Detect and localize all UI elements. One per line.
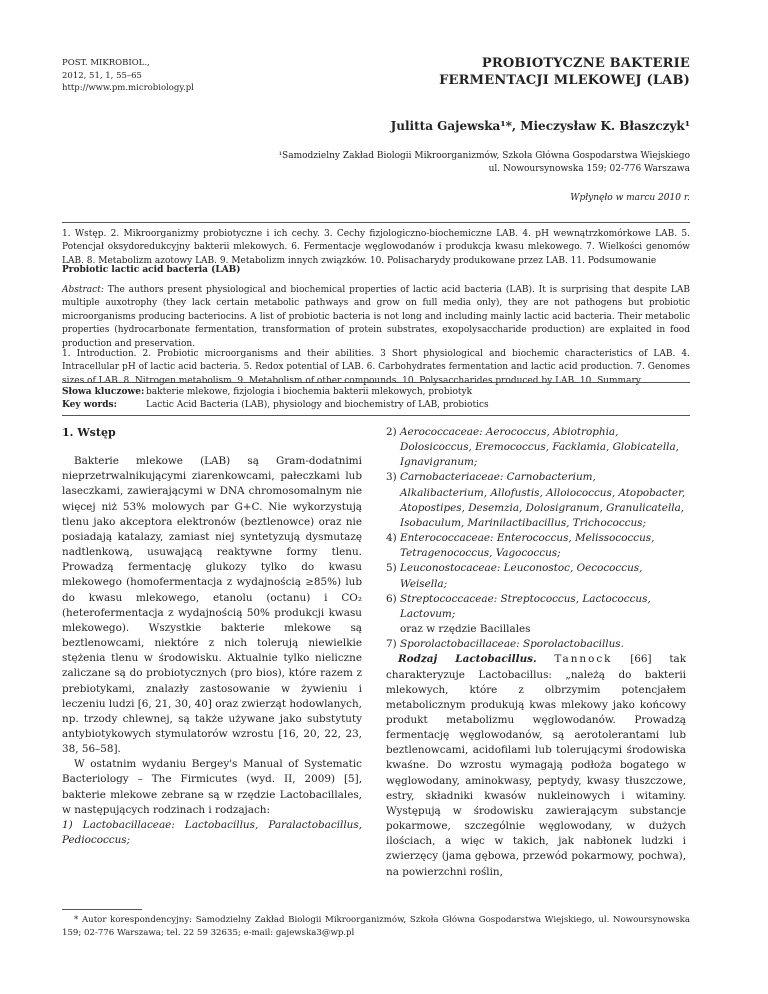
received-date: Wpłynęło w marcu 2010 r.	[570, 193, 690, 203]
keywords-english	[62, 399, 690, 412]
left-column	[62, 425, 362, 848]
keywords-polish-text: bakterie mlekowe, fizjologia i biochemia bakterii mlekowych, probiotyk	[146, 387, 473, 397]
family-item-7: 7) Sporolactobacillaceae: Sporolactobacillus.	[386, 638, 624, 651]
toc-english: 1. Introduction. 2. Probiotic microorganisms and their abilities. 3 Short physiological and biochemic characteristics of LAB. 4. Intracellular pH of lactic acid bacteria. 5. Redox potential of LAB. 6. Carbohydrates fermentation and lactic acid production. 7. Genomes sizes of LAB. 8. Nitrogen metabolism. 9. Metabolism of other compounds. 10. Polysaccharides produced by LAB. 10. Summary	[62, 349, 690, 386]
divider-keywords-top	[62, 382, 690, 383]
footnote-divider	[62, 909, 142, 910]
keywords-polish-label: Słowa kluczowe:	[62, 387, 145, 397]
affiliation-line-1: ¹Samodzielny Zakład Biologii Mikroorganizmów, Szkoła Główna Gospodarstwa Wiejskiego	[278, 151, 690, 161]
keywords-english-text: Lactic Acid Bacteria (LAB), physiology and biochemistry of LAB, probiotics	[146, 400, 489, 411]
right-column	[386, 425, 686, 880]
family-item-6: 6) Streptococcaceae: Streptococcus, Lactococcus, Lactovum;	[386, 592, 651, 620]
journal-name: POST. MIKROBIOL.,	[62, 58, 150, 68]
section-heading: 1. Wstęp	[62, 426, 116, 439]
keywords-english-label: Key words:	[62, 400, 117, 411]
title-line-2: FERMENTACJI MLEKOWEJ (LAB)	[439, 73, 690, 88]
family-item-4: 4) Enterococcaceae: Enterococcus, Melissococcus, Tetragenococcus, Vagococcus;	[386, 532, 655, 560]
family-item-5: 5) Leuconostocaceae: Leuconostoc, Oecococcus, Weisella;	[386, 562, 643, 590]
divider-top	[62, 222, 690, 223]
cited-author: Tannock	[554, 653, 613, 666]
lactobacillus-paragraph	[386, 652, 686, 879]
keywords-polish	[62, 386, 690, 399]
family-item-2: 2) Aerococcaceae: Aerococcus, Abiotrophia, Dolosicoccus, Eremococcus, Facklamia, Globicatella, Ignavigranum;	[386, 426, 679, 469]
lactobacillus-lead: Rodzaj Lactobacillus.	[398, 653, 537, 666]
affiliation	[278, 150, 690, 176]
article-title	[439, 55, 690, 89]
intro-paragraph-1: Bakterie mlekowe (LAB) są Gram-dodatnimi nieprzetrwalnikującymi ziarenkowcami, pałeczkami lub laseczkami, zawierającymi w DNA chromosomalnym nie więcej niż 53% molowych par G+C. Nie wykorzystują tlenu jako akceptora elektronów (beztlenowce) oraz nie posiadają katalazy, zamiast niej syntetyzują dysmutazę nadtlenkową, usuwającą reaktywne formy tlenu. Prowadzą fermentację glukozy tylko do kwasu mlekowego (homofermentacja z wydajnością ≥85%) lub do kwasu mlekowego, etanolu (octanu) i CO₂ (heterofermentacja z wydajnością 50% produkcji kwasu mlekowego). Wszystkie bakterie mlekowe są beztlenowcami, niektóre z nich tolerują niewielkie stężenia tlenu w środowisku. Aktualnie tylko nieliczne zaliczane są do probiotycznych (pro bios), które razem z prebiotykami, znalazły zastosowanie w żywieniu i leczeniu ludzi [6, 21, 30, 40] oraz zwierząt hodowlanych, np. trzody chlewnej, są także używane jako substytuty antybiotykowych stymulatorów wzrostu [16, 20, 22, 23, 38, 56–58].	[62, 455, 362, 756]
authors: Julitta Gajewska¹*, Mieczysław K. Błaszczyk¹	[390, 119, 690, 133]
abstract-text: The authors present physiological and biochemical properties of lactic acid bacteria (LAB). It is surprising that despite LAB multiple auxotrophy (they lack certain metabolic pathways and grow on full media only), they are not pathogens but probiotic microorganisms producing bacteriocins. A list of probiotic bacteria is not long and including mainly lactic acid bacteria. Their metabolic properties (hydrocarbonate fermentation, transformation of protein substrates, exopolysaccharide production) are explaited in food production and preservation.	[62, 285, 690, 349]
family-item-3: 3) Carnobacteriaceae: Carnobacterium, Alkalibacterium, Allofustis, Alloiococcus, Atopobacter, Atopostipes, Desemzia, Dolosigranum, Granulicatella, Isobaculum, Marinilactibacillus, Trichococcus;	[386, 471, 686, 529]
toc-polish: 1. Wstęp. 2. Mikroorganizmy probiotyczne i ich cechy. 3. Cechy fizjologiczno-biochemiczne LAB. 4. pH wewnątrzkomórkowe LAB. 5. Potencjał oksydoredukcyjny bakterii mlekowych. 6. Fermentacje węglowodanów i produkcja kwasu mlekowego. 7. Wielkości genomów LAB. 8. Metabolizm azotowy LAB. 9. Metabolizm innych związków. 10. Polisacharydy produkowane przez LAB. 11. Podsumowanie	[62, 229, 690, 266]
english-title: Probiotic lactic acid bacteria (LAB)	[62, 265, 241, 275]
order-line: oraz w rzędzie Bacillales	[400, 623, 531, 636]
keywords-block	[62, 386, 690, 413]
family-item-1: 1) Lactobacillaceae: Lactobacillus, Paralactobacillus, Pediococcus;	[62, 818, 362, 847]
abstract	[62, 284, 690, 351]
footnote: * Autor korespondencyjny: Samodzielny Zakład Biologii Mikroorganizmów, Szkoła Główna Gospodarstwa Wiejskiego, ul. Nowoursynowska 159; 02-776 Warszawa; tel. 22 59 32635; e-mail: gajewska3@wp.pl	[62, 915, 690, 938]
intro-paragraph-2: W ostatnim wydaniu Bergey's Manual of Systematic Bacteriology – The Firmicutes (wyd. II, 2009) [5], bakterie mlekowe zebrane są w rzędzie Lactobacillales, w następujących rodzinach i rodzajach:	[62, 758, 362, 816]
abstract-label: Abstract:	[62, 285, 104, 295]
lactobacillus-text: [66] tak charakteryzuje Lactobacillus: „należą do bakterii mlekowych, które z olbrzymim potencjałem metabolicznym produkują kwas mlekowy jako końcowy produkt metabolizmu węglowodanów. Prowadzą fermentację węglowodanów, są aerotolerantami lub beztlenowcami, acidofilami lub tolerującymi środowiska kwaśne. Do wzrostu wymagają podłoża bogatego w węglowodany, aminokwasy, peptydy, kwasy tłuszczowe, estry, składniki kwasów nukleinowych i witaminy. Występują w środowisku zawierającym substancje pokarmowe, szczególnie węglowodany, w dużych ilościach, a więc w takich, jak nabłonek ludzki i zwierzęcy (jama gębowa, przewód pokarmowy, pochwa), na powierzchni roślin,	[386, 653, 686, 878]
journal-url[interactable]: http://www.pm.microbiology.pl	[62, 83, 194, 93]
journal-volume: 2012, 51, 1, 55–65	[62, 70, 142, 81]
title-line-1: PROBIOTYCZNE BAKTERIE	[481, 56, 690, 71]
divider-keywords-bottom	[62, 415, 690, 416]
journal-info	[62, 57, 194, 95]
affiliation-line-2: ul. Nowoursynowska 159; 02-776 Warszawa	[488, 164, 690, 174]
